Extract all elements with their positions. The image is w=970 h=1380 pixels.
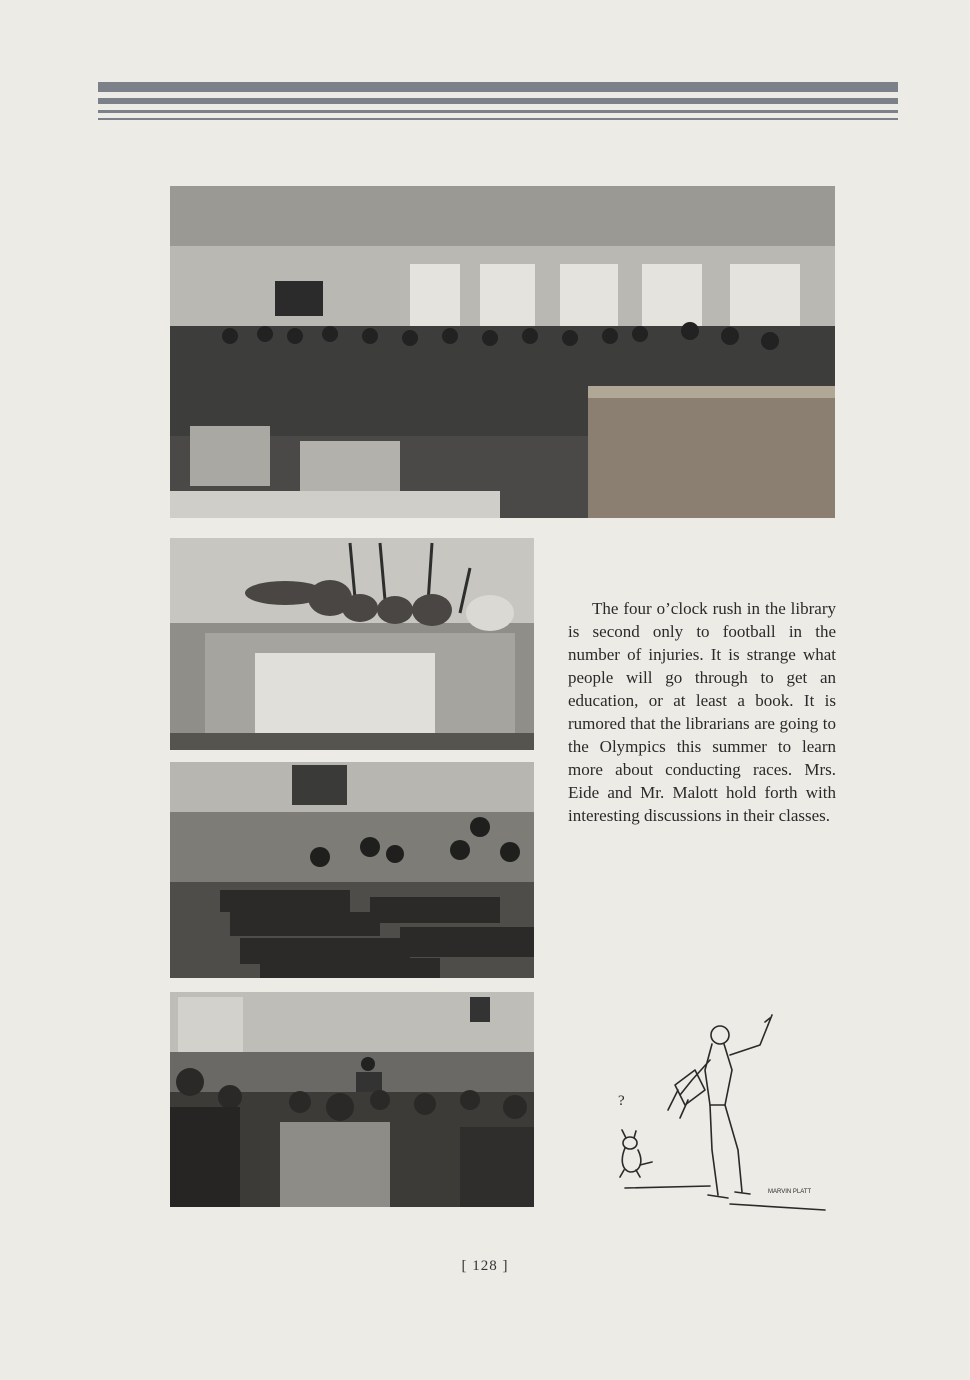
photo-classroom-desks [170, 762, 534, 978]
photo-bird-display [170, 538, 534, 750]
photo-lecture-class [170, 992, 534, 1207]
header-rule-thin-2 [98, 118, 898, 120]
cartoon-signature: MARVIN PLATT [768, 1189, 812, 1195]
cartoon-illustration [600, 1010, 830, 1215]
cartoon-question-mark: ? [618, 1093, 625, 1109]
caption-text: The four o’clock rush in the library is second only to football in the number of injuries. It is strange what people will go through to get an education, or at least a book. It is rumored that the librarians are going to the Olympics this summer to learn more about conducting races. Mrs. Eide and Mr. Malott hold forth with interesting discussions in their classes. [568, 599, 836, 825]
page-number: [ 128 ] [461, 1258, 509, 1274]
header-rule-medium [98, 98, 898, 104]
header-rule-thin-1 [98, 110, 898, 113]
header-rule-thick [98, 82, 898, 92]
photo-library-rush [170, 186, 835, 518]
